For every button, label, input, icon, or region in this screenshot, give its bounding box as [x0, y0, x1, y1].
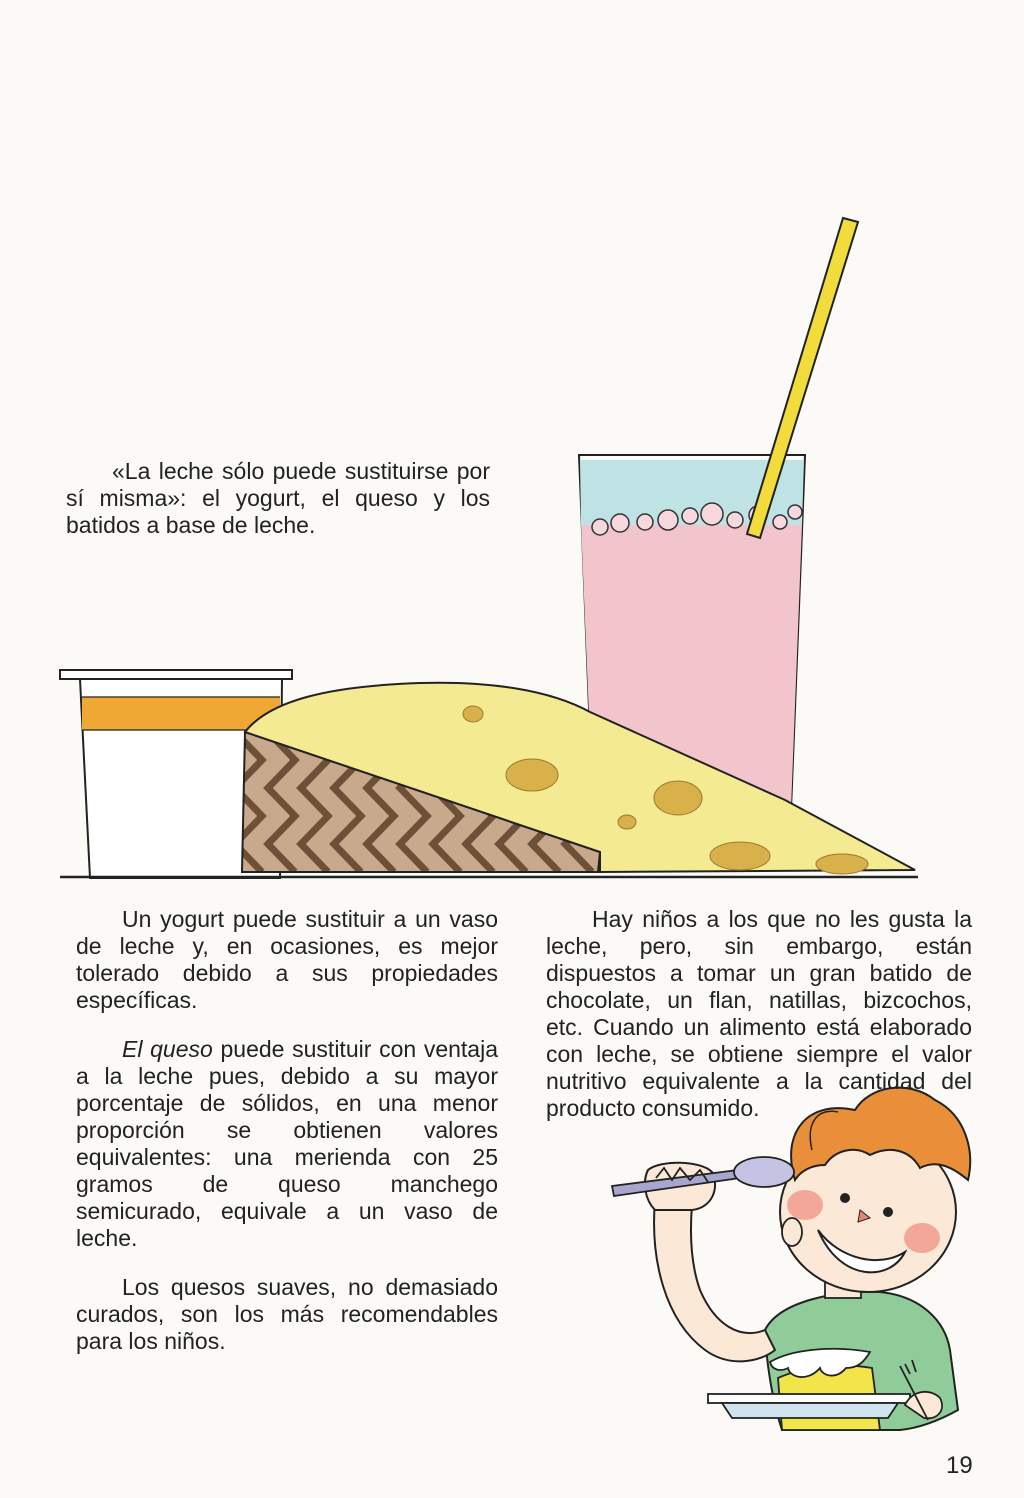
plate-icon [708, 1394, 910, 1418]
page-number: 19 [946, 1452, 973, 1479]
cheese-paragraph [76, 1036, 498, 1252]
right-column [546, 906, 972, 1122]
boy [645, 1088, 970, 1430]
caption-text: «La leche sólo puede sustituirse por sí misma»: el yogurt, el queso y los batidos a base de leche. [66, 458, 490, 538]
cheese-lead: El queso [122, 1036, 213, 1062]
illustration-caption [66, 458, 490, 539]
milkshake-paragraph: Hay niños a los que no les gusta la leche, pero, sin embargo, están dispuestos a tomar un gran batido de chocolate, un flan, natillas, bizcochos, etc. Cuando un alimento está elaborado con leche, se obtiene siempre el valor nutritivo equivalente a la cantidad del producto consumido. [546, 906, 972, 1121]
soft-cheese-paragraph: Los quesos suaves, no demasiado curados, son los más recomendables para los niños. [76, 1274, 498, 1354]
left-column [76, 906, 498, 1355]
cheese-text: puede sustituir con ventaja a la leche pues, debido a su mayor porcentaje de sólidos, en una menor proporción se obtienen valores equivalentes: una merienda con 25 gramos de queso manchego semicurado, equivale a un vaso de leche. [76, 1036, 498, 1251]
yogurt-paragraph: Un yogurt puede sustituir a un vaso de leche y, en ocasiones, es mejor tolerado debido a sus propiedades específicas. [76, 906, 498, 1013]
